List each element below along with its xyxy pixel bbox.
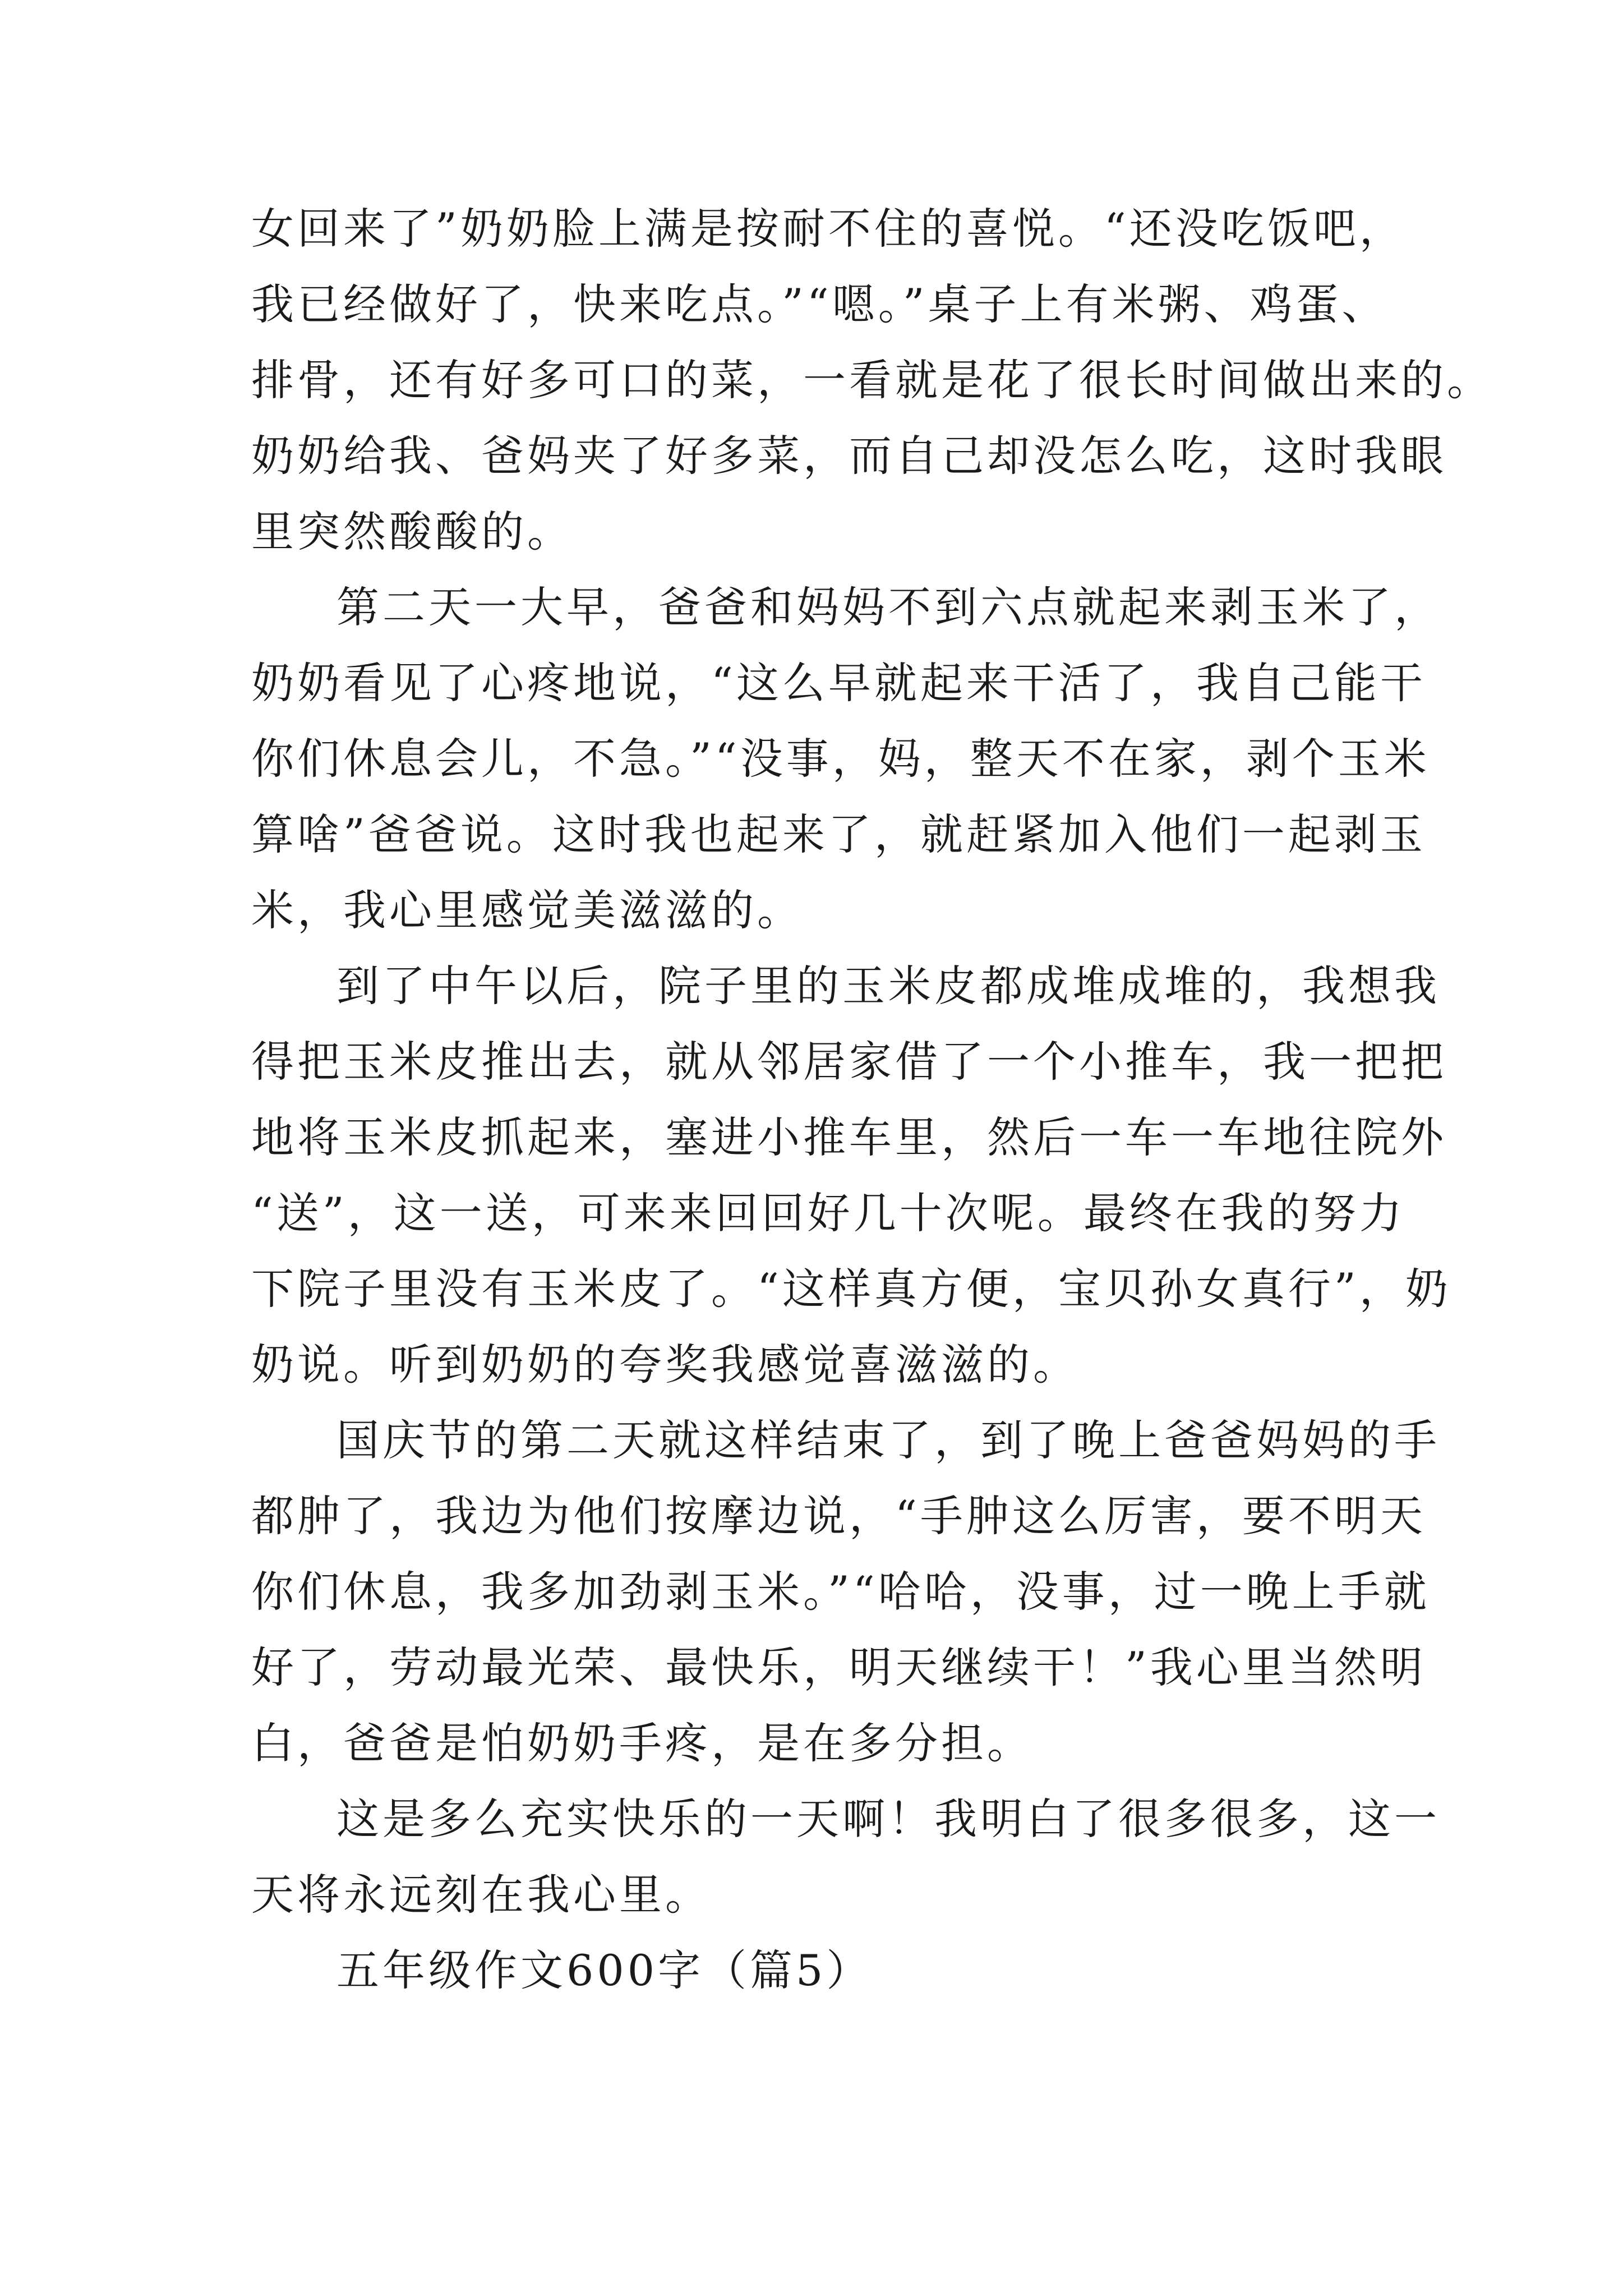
paragraph-2 [251, 569, 1440, 948]
paragraph-3 [251, 948, 1451, 1402]
text-line: 得把玉米皮推出去，就从邻居家借了一个小推车，我一把把 [251, 1037, 1447, 1087]
heading-line: 五年级作文600字（篇5） [336, 1945, 873, 1995]
text-line: 你们休息会儿，不急。”“没事，妈，整天不在家，剥个玉米 [251, 734, 1430, 784]
text-line: 我已经做好了，快来吃点。”“嗯。”桌子上有米粥、鸡蛋、 [251, 279, 1388, 329]
text-line: 国庆节的第二天就这样结束了，到了晚上爸爸妈妈的手 [336, 1415, 1440, 1465]
text-line: 都肿了，我边为他们按摩边说，“手肿这么厉害，要不明天 [251, 1491, 1426, 1541]
text-line: “送”，这一送，可来来回回好几十次呢。最终在我的努力 [251, 1188, 1405, 1238]
paragraph-1 [251, 191, 1493, 569]
text-line: 到了中午以后，院子里的玉米皮都成堆成堆的，我想我 [336, 961, 1440, 1011]
text-line: 里突然酸酸的。 [251, 507, 573, 556]
text-line: 排骨，还有好多可口的菜，一看就是花了很长时间做出来的。 [251, 355, 1493, 405]
section-heading [251, 1932, 1384, 2008]
text-line: 第二天一大早，爸爸和妈妈不到六点就起来剥玉米了， [336, 582, 1440, 632]
text-line: 米，我心里感觉美滋滋的。 [251, 885, 803, 935]
text-line: 下院子里没有玉米皮了。“这样真方便，宝贝孙女真行”，奶 [251, 1264, 1451, 1314]
text-line: 算啥”爸爸说。这时我也起来了，就赶紧加入他们一起剥玉 [251, 809, 1426, 859]
text-line: 奶奶给我、爸妈夹了好多菜，而自己却没怎么吃，这时我眼 [251, 431, 1447, 481]
text-line: 好了，劳动最光荣、最快乐，明天继续干！”我心里当然明 [251, 1642, 1426, 1692]
text-line: 这是多么充实快乐的一天啊！我明白了很多很多，这一 [336, 1794, 1440, 1844]
text-line: 白，爸爸是怕奶奶手疼，是在多分担。 [251, 1718, 1033, 1768]
text-line: 奶说。听到奶奶的夸奖我感觉喜滋滋的。 [251, 1340, 1079, 1389]
text-line: 天将永远刻在我心里。 [251, 1870, 711, 1920]
text-line: 奶奶看见了心疼地说，“这么早就起来干活了，我自己能干 [251, 658, 1426, 708]
text-line: 地将玉米皮抓起来，塞进小推车里，然后一车一车地往院外 [251, 1112, 1447, 1162]
text-line: 你们休息，我多加劲剥玉米。”“哈哈，没事，过一晚上手就 [251, 1567, 1430, 1617]
text-line: 女回来了”奶奶脸上满是按耐不住的喜悦。“还没吃饭吧， [251, 204, 1405, 254]
paragraph-4 [251, 1402, 1440, 1781]
article-body [251, 191, 1493, 2008]
paragraph-5 [251, 1781, 1440, 1932]
